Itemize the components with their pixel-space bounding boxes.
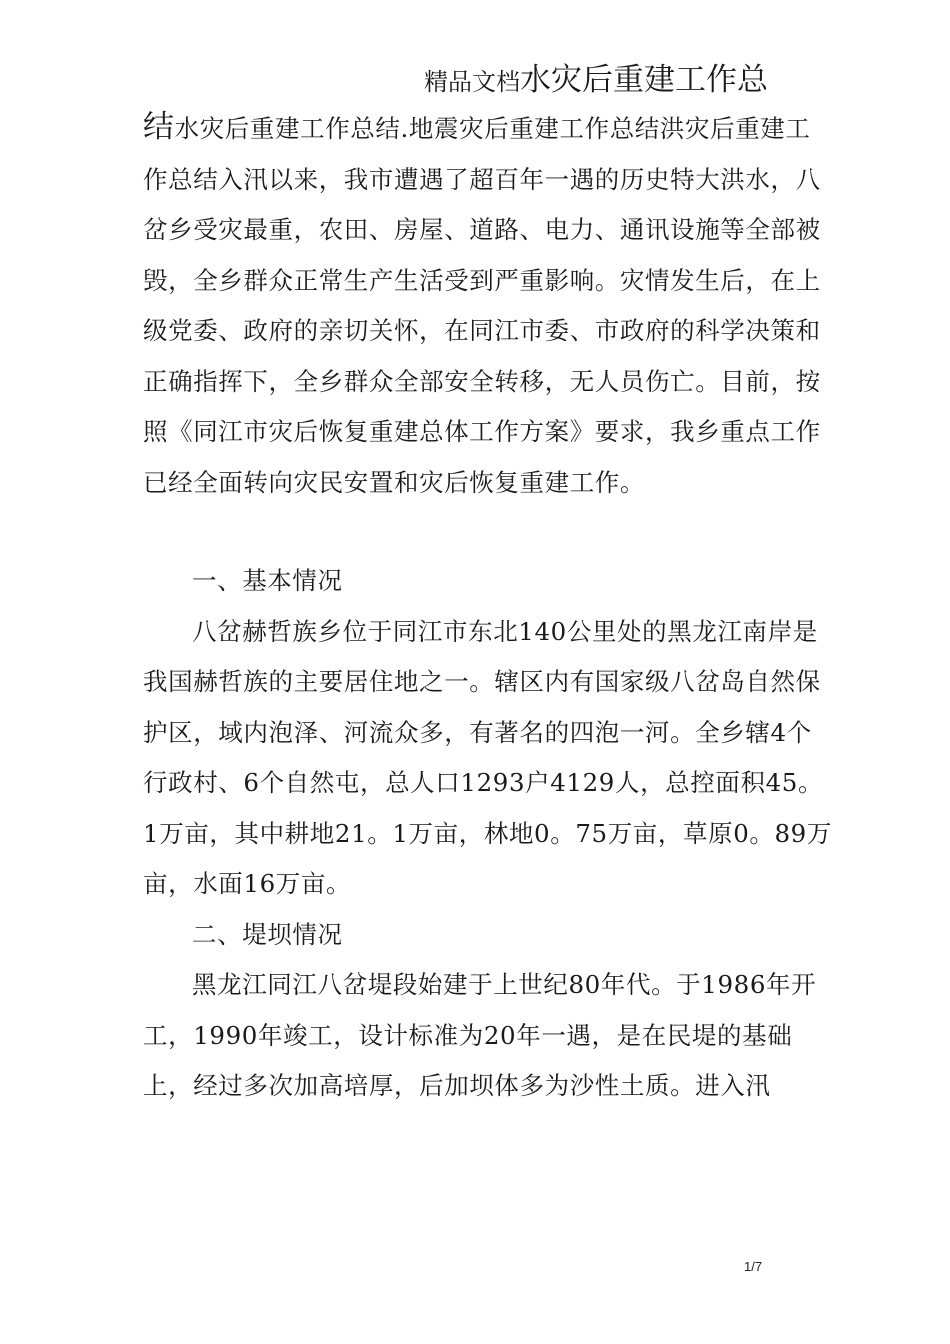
paragraph-dam-info: 黑龙江同江八岔堤段始建于上世纪80年代。于1986年开工，1990年竣工，设计标准为20年一遇，是在民堤的基础上，经过多次加高培厚，后加坝体多为沙性土质。进入汛 <box>143 970 817 1100</box>
section-heading-basic: 一、基本情况 <box>192 566 343 595</box>
header-prefix: 精品文档 <box>424 68 520 96</box>
intro-paragraph <box>143 102 833 508</box>
document-title: 水灾后重建工作总 <box>520 62 768 98</box>
main-content <box>143 556 833 1112</box>
intro-text: 水灾后重建工作总结.地震灾后重建工作总结洪灾后重建工作总结入汛以来，我市遭遇了超百年一遇的历史特大洪水，八岔乡受灾最重，农田、房屋、道路、电力、通讯设施等全部被毁，全乡群众正常生产生活受到严重影响。灾情发生后，在上级党委、政府的亲切关怀，在同江市委、市政府的科学决策和正确指挥下，全乡群众全部安全转移，无人员伤亡。目前，按照《同江市灾后恢复重建总体工作方案》要求，我乡重点工作已经全面转向灾民安置和灾后恢复重建工作。 <box>143 114 821 497</box>
page-header <box>424 54 768 99</box>
section-heading-dam: 二、堤坝情况 <box>192 919 343 949</box>
paragraph-basic-info: 八岔赫哲族乡位于同江市东北140公里处的黑龙江南岸是我国赫哲族的主要居住地之一。辖区内有国家级八岔岛自然保护区，域内泡泽、河流众多，有著名的四泡一河。全乡辖4个行政村、6个自然屯，总人口1293户4129人，总控面积45。1万亩，其中耕地21。1万亩，林地0。75万亩，草原0。89万亩，水面16万亩。 <box>143 616 832 898</box>
title-continuation: 结 <box>143 109 175 145</box>
page-number: 1/7 <box>744 1259 763 1274</box>
intro-block <box>143 102 833 508</box>
